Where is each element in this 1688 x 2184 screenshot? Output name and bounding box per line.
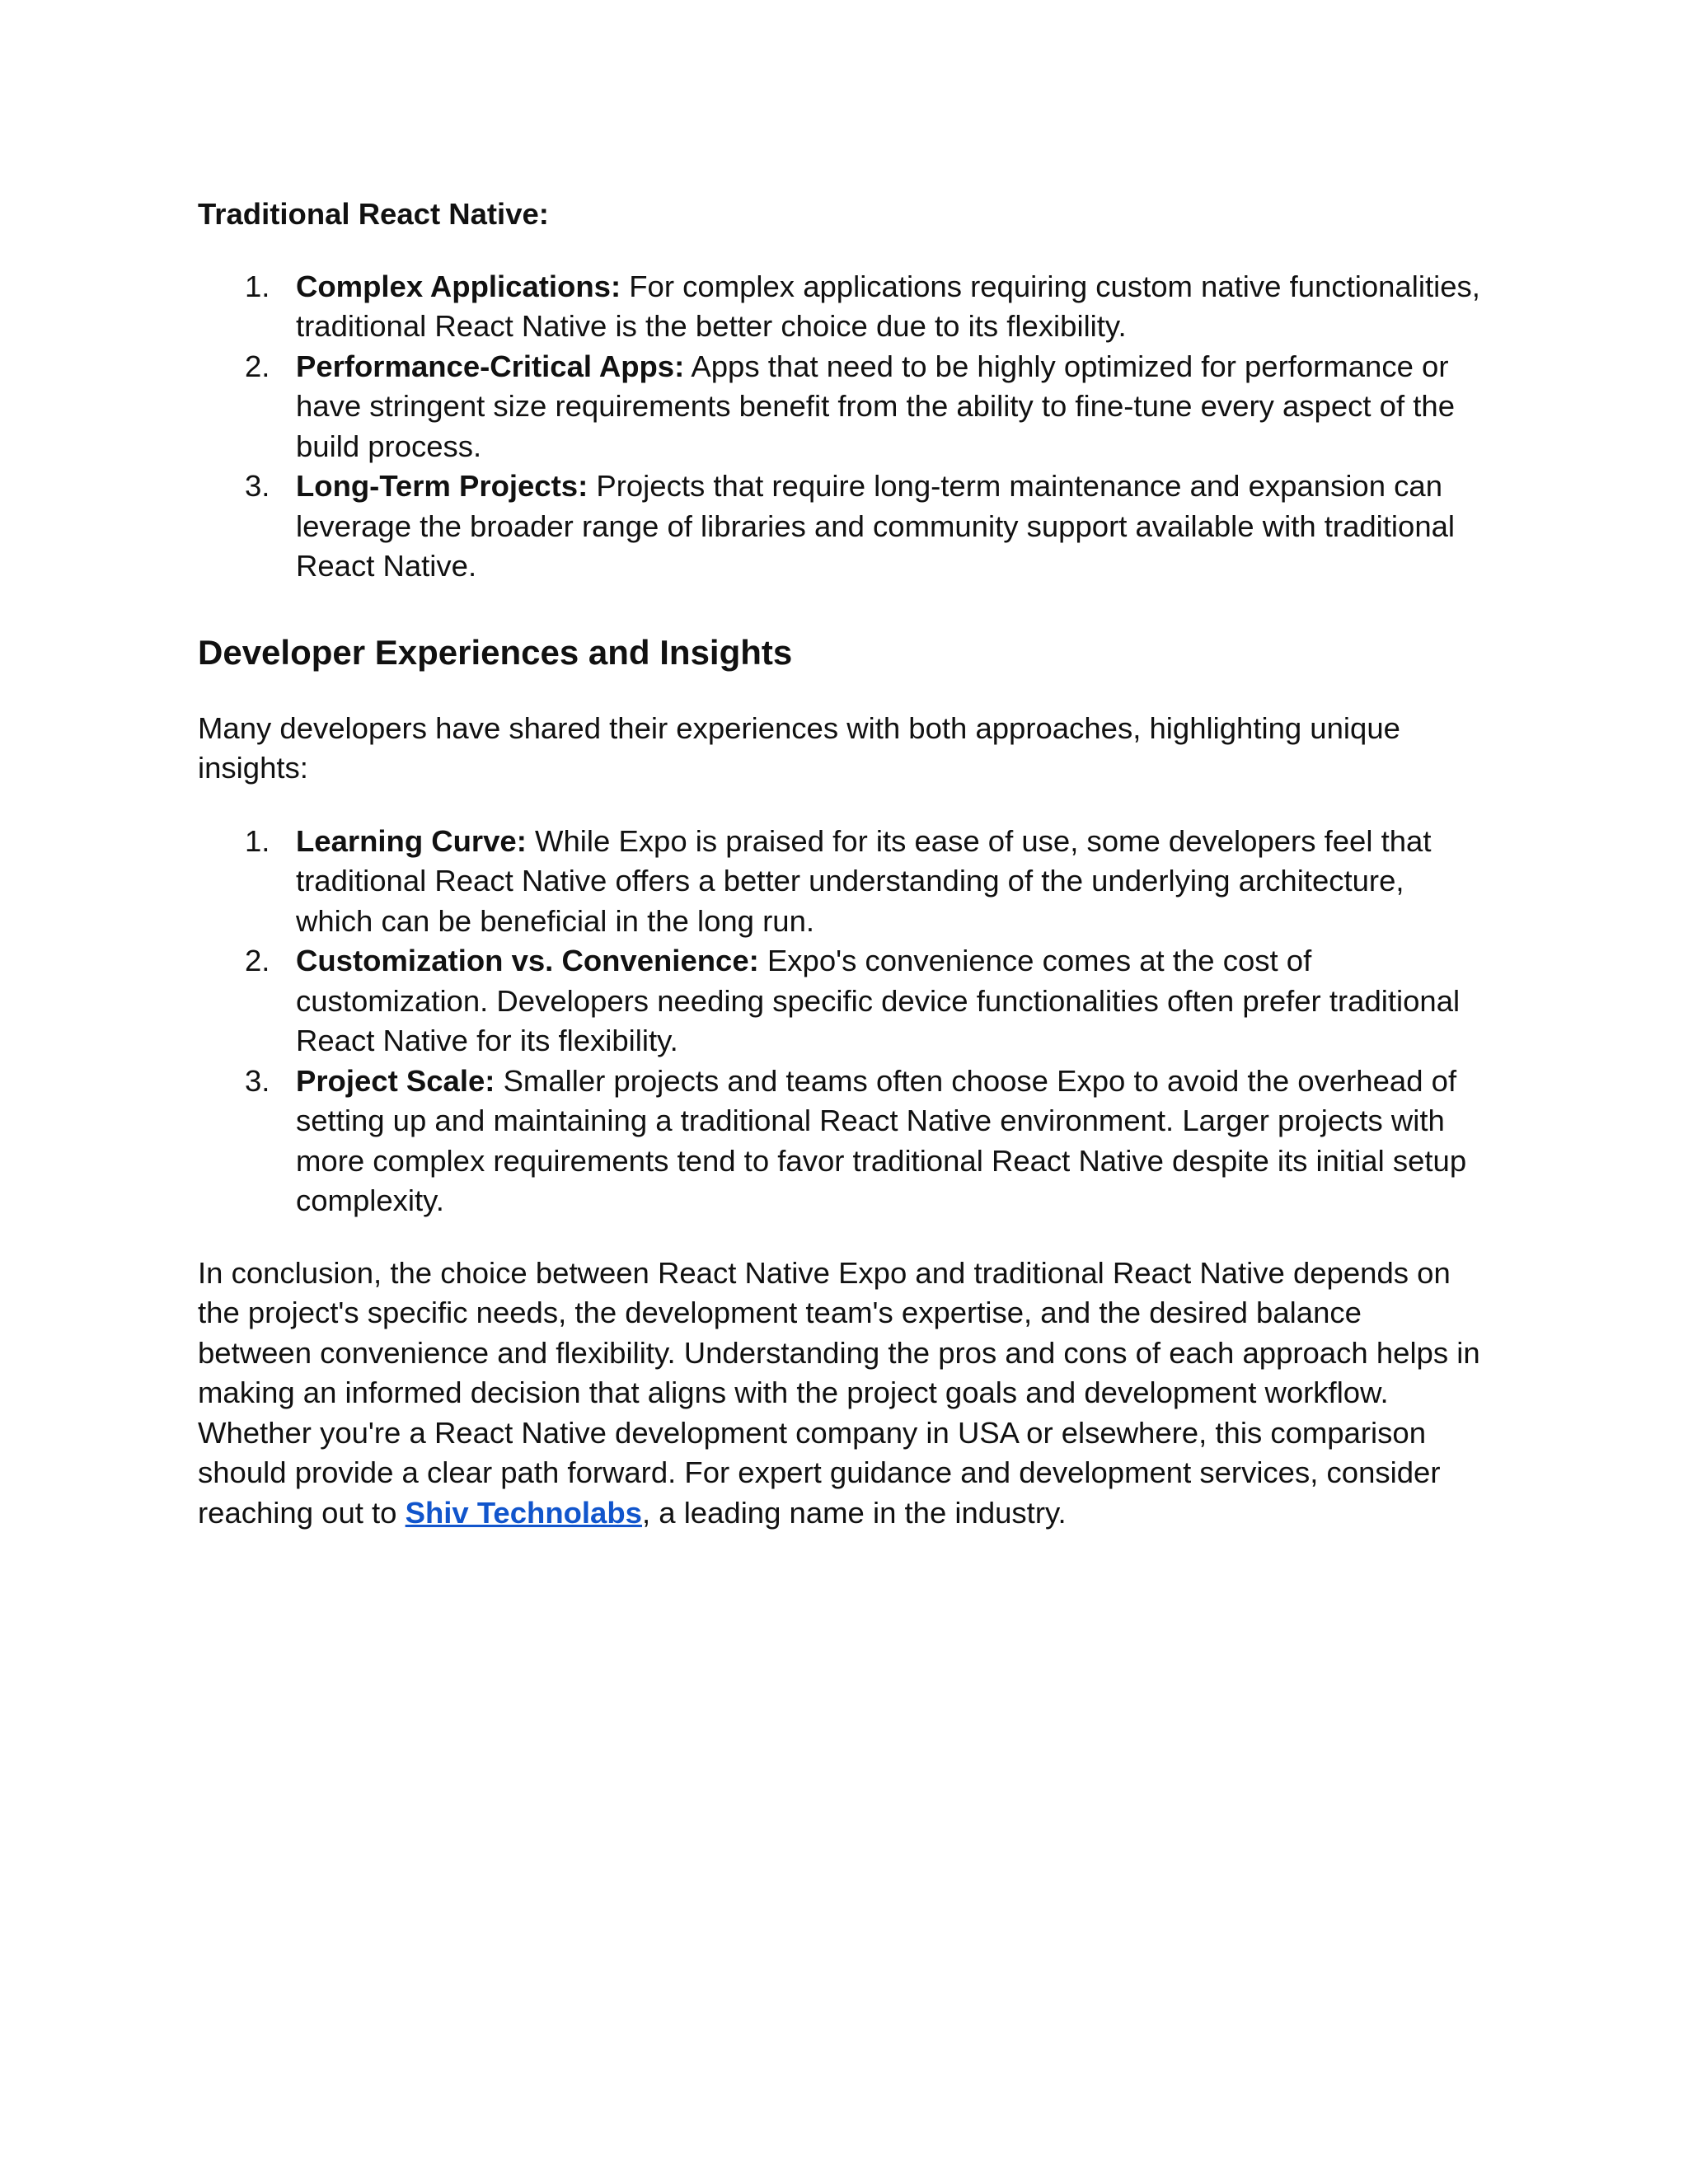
list-item-lead: Customization vs. Convenience: bbox=[296, 944, 759, 977]
list-item bbox=[198, 1062, 1484, 1221]
section-heading: Developer Experiences and Insights bbox=[198, 632, 793, 672]
list-item-number: 1. bbox=[245, 823, 270, 858]
list-item-text: Expo's convenience comes at the cost of customization. Developers needing specific device functionalities often prefer traditional React Native for its flexibility. bbox=[296, 944, 1461, 1057]
conclusion-text: In conclusion, the choice between React Native Expo and traditional React Native depends on the project's specific needs, the development team's expertise, and the desired balance between convenience and flexibility. Understanding the pros and cons of each approach helps in making an informed decision that aligns with the project goals and development workflow. Whether you're a React Native development company in USA or elsewhere, this comparison should provide a clear path forward. For expert guidance and development services, consider reaching out to bbox=[198, 1255, 1480, 1530]
list-item bbox=[198, 466, 1484, 587]
list-item-text: Smaller projects and teams often choose Expo to avoid the overhead of setting up and maintaining a traditional React Native environment. Larger projects with more complex requirements tend to favor traditional React Native despite its initial setup complexity. bbox=[296, 1063, 1467, 1217]
traditional-react-native-heading: Traditional React Native: bbox=[198, 197, 549, 231]
conclusion-paragraph bbox=[198, 1254, 1484, 1534]
list-item bbox=[198, 822, 1484, 942]
list-item-number: 2. bbox=[245, 349, 270, 383]
list-item-lead: Project Scale: bbox=[296, 1063, 495, 1098]
shiv-technolabs-link[interactable]: Shiv Technolabs bbox=[405, 1495, 642, 1530]
list-item-number: 1. bbox=[245, 269, 270, 303]
list-item-lead: Complex Applications: bbox=[296, 269, 621, 303]
list-item-text: Projects that require long-term maintenance and expansion can leverage the broader range of libraries and community support available with traditional React Native. bbox=[296, 469, 1456, 583]
list-item bbox=[198, 347, 1484, 467]
developer-insights-list bbox=[198, 822, 1484, 1221]
list-item-lead: Long-Term Projects: bbox=[296, 469, 588, 503]
list-item bbox=[198, 267, 1484, 347]
list-item-lead: Performance-Critical Apps: bbox=[296, 349, 685, 383]
traditional-use-cases-list bbox=[198, 267, 1484, 587]
document-page bbox=[198, 194, 1484, 1533]
list-item-text: While Expo is praised for its ease of use, some developers feel that traditional React Native offers a better understanding of the underlying architecture, which can be beneficial in the long run. bbox=[296, 823, 1432, 938]
list-item-number: 2. bbox=[245, 944, 270, 977]
list-item-lead: Learning Curve: bbox=[296, 823, 527, 858]
section-intro: Many developers have shared their experiences with both approaches, highlighting unique insights: bbox=[198, 710, 1400, 785]
list-item-number: 3. bbox=[245, 1063, 270, 1098]
list-item bbox=[198, 941, 1484, 1062]
list-item-text: For complex applications requiring custom native functionalities, traditional React Native is the better choice due to its flexibility. bbox=[296, 269, 1480, 343]
list-item-number: 3. bbox=[245, 469, 270, 503]
list-item-text: Apps that need to be highly optimized for performance or have stringent size requirements benefit from the ability to fine-tune every aspect of the build process. bbox=[296, 349, 1455, 463]
conclusion-text-end: , a leading name in the industry. bbox=[641, 1495, 1067, 1530]
